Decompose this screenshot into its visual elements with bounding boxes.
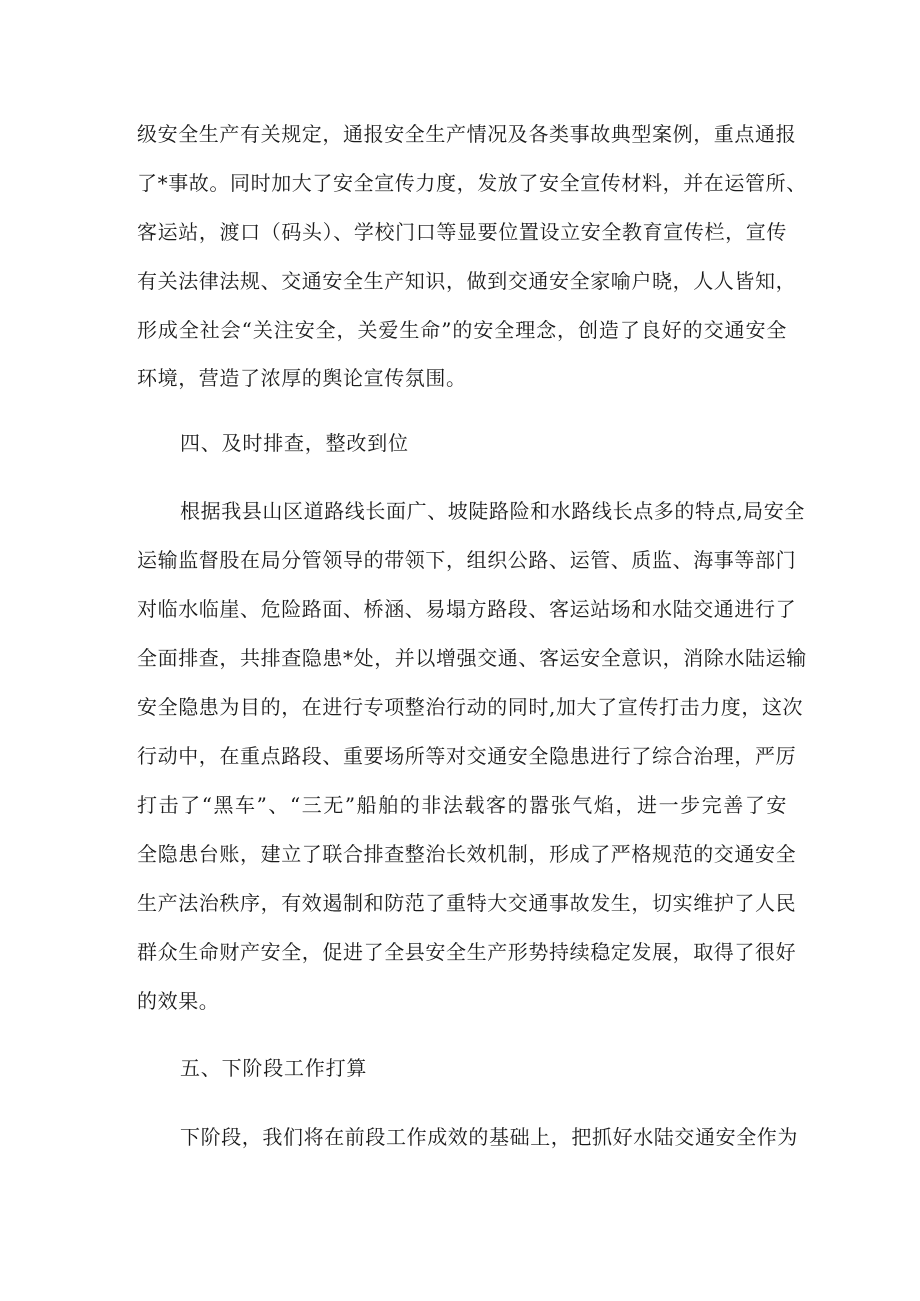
paragraph-line: 客运站，渡口（码头）、学校门口等显要位置设立安全教育宣传栏，宣传 — [137, 220, 787, 244]
paragraph-line: 全面排查，共排查隐患*处，并以增强交通、客运安全意识，消除水陆运输 — [137, 646, 807, 670]
paragraph-line: 生产法治秩序，有效遏制和防范了重特大交通事故发生，切实维护了人民 — [137, 891, 797, 915]
paragraph-line: 有关法律法规、交通安全生产知识，做到交通安全家喻户晓，人人皆知， — [137, 269, 797, 293]
paragraph-line: 下阶段，我们将在前段工作成效的基础上，把抓好水陆交通安全作为 — [180, 1125, 798, 1149]
paragraph-line: 安全隐患为目的，在进行专项整治行动的同时,加大了宣传打击力度，这次 — [137, 695, 804, 719]
section-heading-4: 四、及时排查，整改到位 — [180, 431, 409, 455]
section-heading-5: 五、下阶段工作打算 — [180, 1056, 368, 1080]
paragraph-line: 根据我县山区道路线长面广、坡陡路险和水路线长点多的特点,局安全 — [180, 499, 805, 523]
paragraph-line: 全隐患台账，建立了联合排查整治长效机制，形成了严格规范的交通安全 — [137, 842, 797, 866]
paragraph-line: 对临水临崖、危险路面、桥涵、易塌方路段、客运站场和水陆交通进行了 — [137, 597, 797, 621]
paragraph-line: 的效果。 — [137, 989, 220, 1013]
paragraph-line: 运输监督股在局分管领导的带领下，组织公路、运管、质监、海事等部门 — [137, 548, 797, 572]
paragraph-line: 打击了“黑车”、“三无”船舶的非法载客的嚣张气焰，进一步完善了安 — [137, 793, 787, 817]
paragraph-line: 了*事故。同时加大了安全宣传力度，发放了安全宣传材料，并在运管所、 — [137, 171, 807, 195]
paragraph-line: 级安全生产有关规定，通报安全生产情况及各类事故典型案例，重点通报 — [137, 122, 797, 146]
paragraph-line: 群众生命财产安全，促进了全县安全生产形势持续稳定发展，取得了很好 — [137, 940, 797, 964]
paragraph-line: 行动中，在重点路段、重要场所等对交通安全隐患进行了综合治理，严厉 — [137, 744, 797, 768]
paragraph-line: 环境，营造了浓厚的舆论宣传氛围。 — [137, 366, 467, 390]
paragraph-line: 形成全社会“关注安全，关爱生命”的安全理念，创造了良好的交通安全 — [137, 318, 787, 342]
